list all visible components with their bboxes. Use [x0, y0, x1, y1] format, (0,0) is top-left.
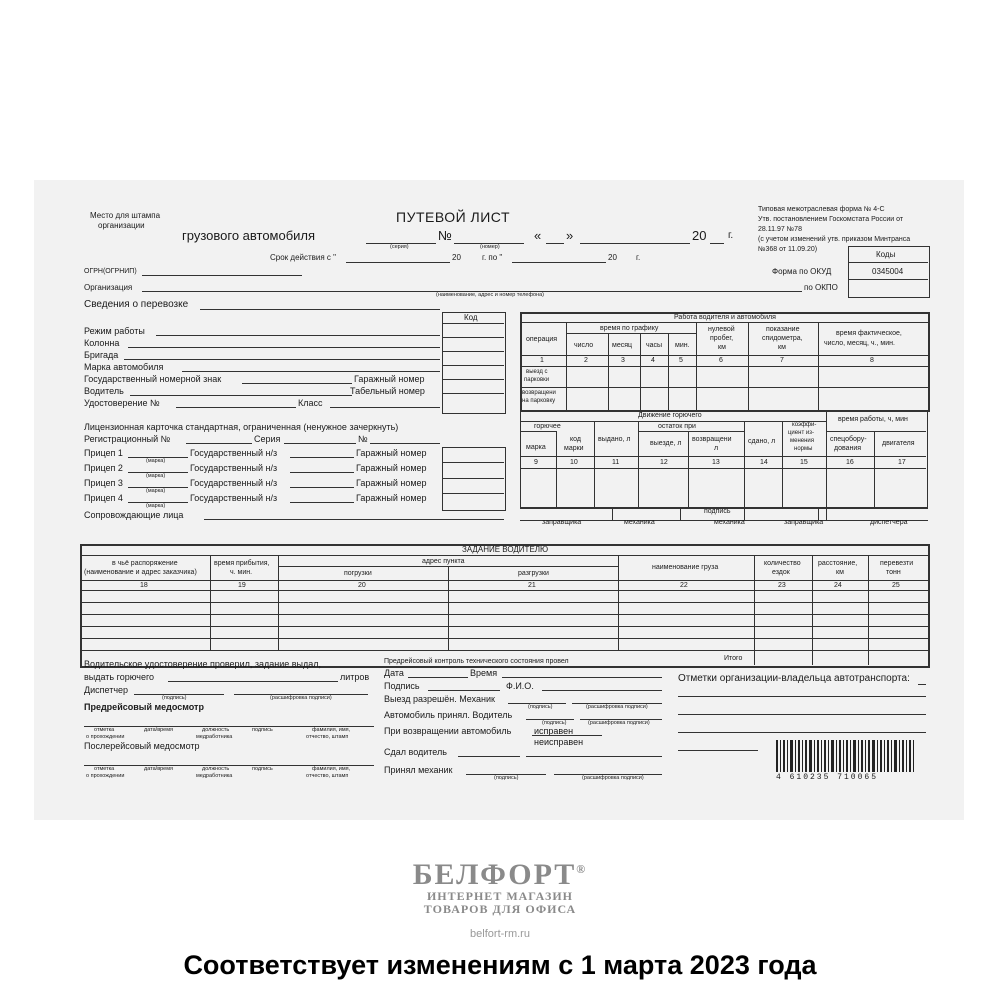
trailer-4: Прицеп 4	[84, 493, 123, 503]
logo-line1: ИНТЕРНЕТ МАГАЗИН	[426, 889, 574, 903]
validity-label: Срок действия с "	[270, 253, 336, 262]
logo-line2: ТОВАРОВ ДЛЯ ОФИСА	[423, 902, 577, 916]
trailer-codes	[442, 447, 506, 511]
barcode-number: 4 610235 710065	[776, 773, 879, 782]
caption: Соответствует изменениям с 1 марта 2023 года	[183, 950, 817, 980]
site-url[interactable]: belfort-rm.ru	[470, 928, 530, 940]
brand-logo: БЕЛФОРТ®	[412, 858, 588, 891]
form-subtitle: грузового автомобиля	[182, 228, 316, 243]
trailer-2: Прицеп 2	[84, 463, 123, 473]
transport-label: Сведения о перевозке	[84, 299, 189, 310]
escort-label: Сопровождающие лица	[84, 510, 184, 520]
ogrn-label: ОГРН(ОГРНИП)	[84, 268, 137, 275]
trailer-3: Прицеп 3	[84, 478, 123, 488]
fuel-table	[520, 410, 928, 508]
stamp-label-2: организации	[98, 221, 145, 230]
owner-marks: Отметки организации-владельца автотранспорта:	[678, 673, 910, 684]
form-title: ПУТЕВОЙ ЛИСТ	[396, 209, 511, 225]
stamp-label: Место для штампа	[90, 211, 161, 220]
okud-value: 0345004	[872, 267, 904, 276]
org-label: Организация	[84, 283, 133, 292]
okud-label: Форма по ОКУД	[772, 267, 832, 276]
trailer-1: Прицеп 1	[84, 448, 123, 458]
waybill-form: Место для штампа организации ПУТЕВОЙ ЛИСТ грузового автомобиля № « » 20 г. (серия) (номер) Срок действия с " 20 г. по " 20 г. Типовая межотраслевая форма № 4-С Утв. постановлением Госкомстата России от 28.11.97 №78 (с учетом изменений утв. приказом Минтранса №368 от 11.09.20) Коды Форма по ОКУД 0345004 по ОКПО ОГРН(ОГРНИП) Организация (наименование, адрес и номер телефона) Сведения о перевозке Код Режим работы Колонна Бригада Марка автомобиля Государственный номерной знак Гаражный номер Водитель Табельный номер Удостоверение № Класс Лицензионная карточка стандартная, ограниченная (ненужное зачеркнуть) Регистрационный № Серия № Прицеп 1 (марка) Государственный н/з Гаражный номер Прицеп 2 (марка) Государственный н/з Гаражный номер Прицеп 3 (марка) Государственный н/з Гаражный номер Прицеп 4 (марка) Государственный н/з Гаражный номер Сопровождающие лица Работа водителя и автомобиля операция время по графику число месяц часы мин. нулевой пробег, км показание спидометра, км время фактическое, число, месяц, ч., мин. 1 2 3 4 5 6 7 8 выезд с парковки возвращени на парковку Движение горючего время работы, ч, мин горючее остаток при марка код марки выдано, л выезде, л возвращени л сдано, л коэффи- циент из- менения нормы спецобору- дования двигателя 9 10 11 12 13 14 15 16 17 подпись заправщика механика механика заправщика диспетчера ЗАДАНИЕ ВОДИТЕЛЮ в чьё распоряжение (наименование и адрес заказчика) время прибытия, ч. мин. адрес пункта погрузки разгрузки наименование груза количество ездок расстояние, км перевезти тонн 18 19 20 21 22 23 24 25 Итого Водительское удостоверение проверил, задание выдал, выдать горючего литров Диспетчер (подпись) (расшифровка подписи) Предрейсовый медосмотр отметка о прохождении дата/время должность медработника подпись фамилия, имя, отчество, штамп Послерейсовый медосмотр отметка о прохождении дата/время должность медработника подпись фамилия, имя, отчество, штамп Предрейсовый контроль технического состояния провел Дата Время Подпись Ф.И.О. Выезд разрешён. Механик (подпись) (расшифровка подписи) Автомобиль принял. Водитель (подпись) (расшифровка подписи) При возвращении автомобиль исправен неисправен Сдал водитель Принял механик (подпись) (расшифровка подписи) Отметки организации-владельца автотранспорта: 4 610235 710065	[34, 180, 964, 820]
number-sign: №	[438, 228, 452, 243]
barcode	[776, 740, 916, 772]
code-box	[442, 312, 506, 414]
